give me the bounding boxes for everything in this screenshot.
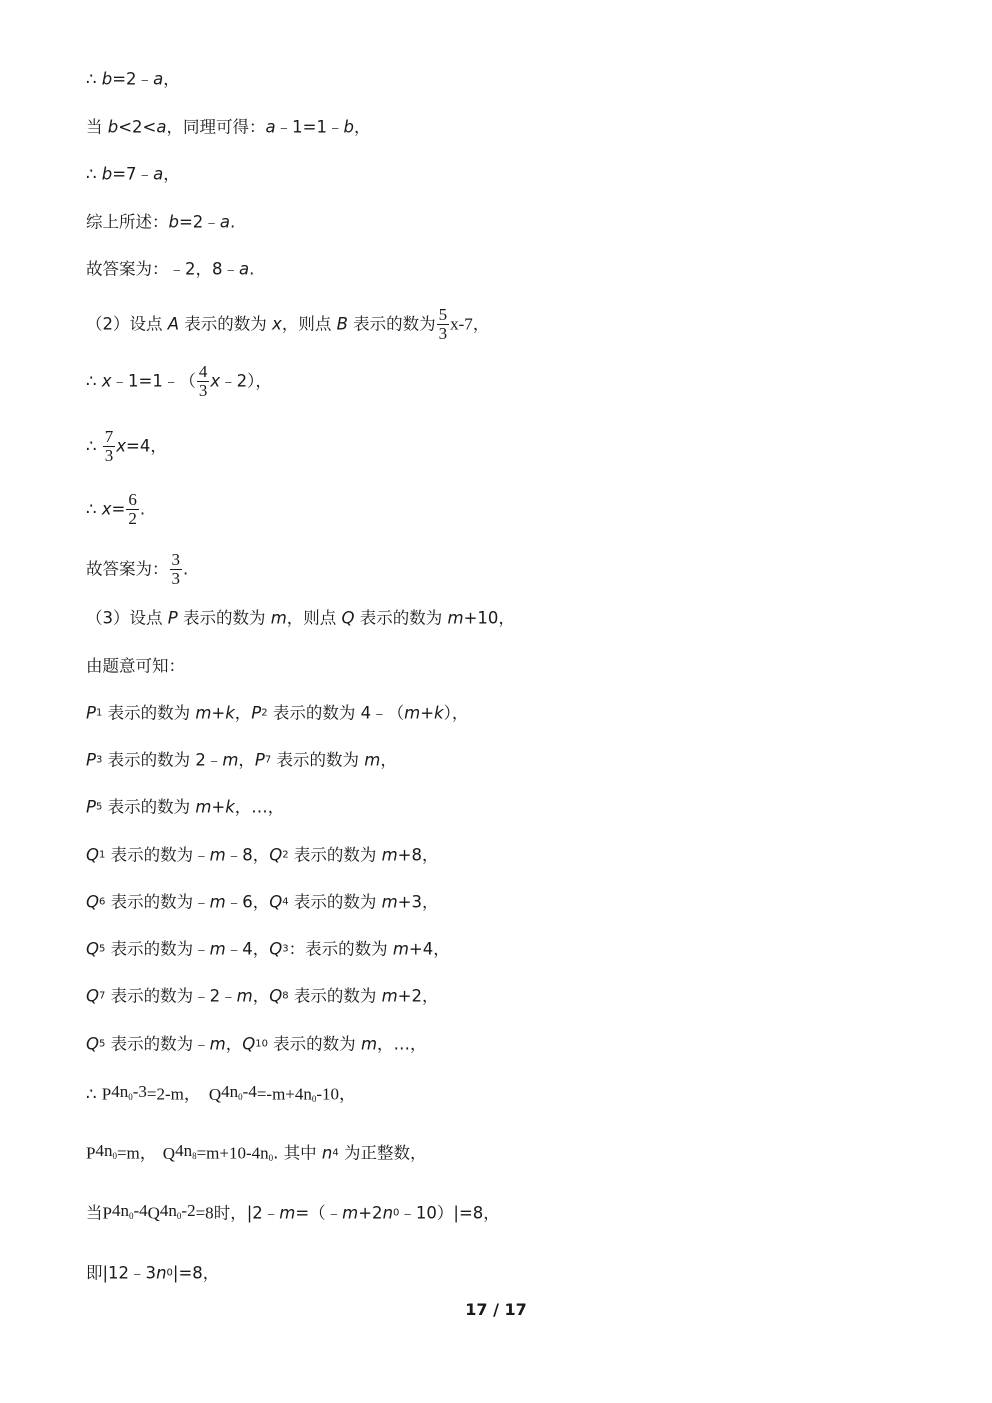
text-line-16 — [86, 844, 438, 867]
text: = — [111, 499, 126, 519]
text: ，…， — [234, 797, 285, 817]
fraction-denominator: 3 — [171, 569, 180, 588]
var: a — [265, 117, 276, 137]
text: 表示的数为 — [354, 608, 448, 628]
text: . — [249, 259, 255, 279]
text: ， — [238, 750, 255, 770]
var: a — [153, 164, 164, 184]
text-line-10 — [86, 551, 188, 588]
text: 故答案为： — [86, 559, 169, 579]
var: Q — [269, 986, 283, 1006]
var: m — [381, 845, 398, 865]
subscript: 4 — [282, 896, 289, 908]
var: m — [209, 939, 226, 959]
text: =2﹣ — [178, 212, 220, 232]
text: 表示的数为 2﹣ — [102, 750, 223, 770]
var: A — [167, 314, 180, 334]
subscript — [111, 1082, 147, 1101]
text: . — [183, 559, 189, 579]
var: m — [381, 986, 398, 1006]
var: m — [209, 845, 226, 865]
var: a — [239, 259, 250, 279]
var: k — [225, 797, 235, 817]
text: + — [211, 703, 226, 723]
text: 表示的数为 — [271, 750, 365, 770]
var: m — [270, 608, 287, 628]
text: ﹣4， — [225, 939, 270, 959]
var: P — [86, 750, 96, 770]
text: 由题意可知： — [86, 656, 185, 676]
text: 表示的数为 — [288, 986, 382, 1006]
text: ，则点 — [281, 314, 337, 334]
text: 表示的数为﹣ — [105, 845, 210, 865]
text: ， — [163, 69, 180, 89]
text: （3）设点 — [86, 608, 168, 628]
text: 表示的数为 — [347, 314, 436, 334]
subscript-part: -4 — [133, 1201, 148, 1220]
text-line-2 — [86, 116, 370, 139]
subscript: 0 — [268, 1153, 274, 1163]
subscript-part: 0 — [176, 1211, 182, 1221]
text: ， — [163, 164, 180, 184]
subscript: 7 — [264, 754, 272, 766]
subscript-part: 4n — [175, 1141, 193, 1160]
var: Q — [269, 845, 283, 865]
var: b — [343, 117, 354, 137]
var: P — [251, 703, 262, 723]
text: +8， — [397, 845, 439, 865]
text: 故答案为：﹣2，8﹣ — [86, 259, 239, 279]
fraction-numerator: 4 — [198, 362, 208, 381]
text: （2）设点 — [86, 314, 168, 334]
subscript-part: 0 — [128, 1092, 133, 1102]
text-line-5 — [86, 258, 254, 281]
text: 表示的数为 — [288, 892, 382, 912]
subscript-part: 4n — [111, 1201, 129, 1220]
text: ）， — [443, 703, 469, 723]
text-line-4 — [86, 211, 235, 234]
var: m — [209, 1034, 226, 1054]
text: 表示的数为 — [102, 703, 196, 723]
subscript — [95, 1141, 117, 1160]
var: m — [279, 1203, 296, 1223]
subscript: 10 — [255, 1038, 268, 1050]
subscript-part: 4n — [221, 1082, 239, 1101]
text-line-19 — [86, 985, 438, 1008]
var: x — [116, 436, 127, 456]
text: ， — [252, 986, 270, 1006]
var: m — [195, 797, 212, 817]
text: 表示的数为﹣ — [105, 892, 210, 912]
subscript: 0 — [166, 1267, 173, 1279]
text-line-12 — [86, 655, 185, 678]
text: ﹣1=1﹣（ — [111, 371, 196, 391]
text: 表示的数为 4﹣（ — [267, 703, 405, 723]
var: P — [167, 608, 178, 628]
text: ，则点 — [286, 608, 342, 628]
subscript: 7 — [99, 990, 106, 1002]
subscript — [160, 1201, 196, 1220]
subscript: 4 — [332, 1147, 339, 1159]
text: |=8， — [172, 1263, 220, 1283]
text: Q — [208, 1084, 222, 1104]
text: 表示的数为 — [288, 845, 382, 865]
text-line-3 — [86, 163, 180, 186]
var: x — [210, 371, 221, 391]
subscript: 0 — [311, 1094, 317, 1104]
text: =-m+4n — [256, 1084, 312, 1104]
var: m — [195, 703, 212, 723]
fraction-numerator: 3 — [171, 550, 180, 569]
var: b — [101, 164, 113, 184]
text: 综上所述： — [86, 212, 169, 232]
fraction-denominator: 2 — [128, 509, 137, 528]
text: +2， — [397, 986, 439, 1006]
text: ， — [225, 1034, 243, 1054]
var: m — [342, 1203, 359, 1223]
text: =2﹣ — [112, 69, 154, 89]
therefore-symbol: ∴ — [86, 499, 102, 519]
var: P — [86, 703, 96, 723]
var: m — [364, 750, 381, 770]
var: Q — [86, 939, 99, 959]
fraction-numerator: 6 — [128, 490, 137, 509]
var: x — [101, 499, 112, 519]
text: x-7 — [450, 314, 473, 334]
fraction — [170, 551, 183, 588]
text-line-1 — [86, 68, 180, 91]
subscript: 3 — [282, 943, 289, 955]
text: 为正整数， — [338, 1143, 427, 1163]
therefore-symbol: ∴ — [86, 1084, 102, 1104]
text: . — [229, 212, 236, 232]
therefore-symbol: ∴ — [86, 69, 102, 89]
var: Q — [86, 1034, 99, 1054]
var: a — [153, 69, 164, 89]
subscript-part: 0 — [128, 1211, 134, 1221]
text: ，同理可得： — [166, 117, 266, 137]
text: Q — [162, 1143, 176, 1163]
text-line-17 — [86, 891, 438, 914]
therefore-symbol: ∴ — [86, 371, 102, 391]
fraction — [103, 428, 116, 465]
text-line-22 — [86, 1142, 426, 1165]
text-line-7 — [86, 363, 272, 400]
text-line-13 — [86, 702, 468, 725]
subscript-part: 8 — [192, 1151, 197, 1161]
text: ﹣8， — [225, 845, 270, 865]
subscript-part: 0 — [238, 1092, 243, 1102]
text: +4， — [408, 939, 450, 959]
var: m — [236, 986, 253, 1006]
var: m — [447, 608, 464, 628]
var: x — [272, 314, 282, 334]
var: m — [209, 892, 226, 912]
var: P — [86, 797, 96, 817]
subscript-part: 0 — [112, 1151, 117, 1161]
var: b — [168, 212, 179, 232]
var: Q — [86, 892, 99, 912]
text-line-15 — [86, 796, 284, 819]
page-number: 17 / 17 — [465, 1300, 527, 1319]
text: ， — [472, 314, 490, 334]
subscript-part: 4n — [111, 1082, 129, 1101]
text: 表示的数为 — [179, 314, 273, 334]
text: =（﹣ — [295, 1203, 343, 1223]
text: =m， — [116, 1143, 157, 1163]
var: b — [107, 117, 119, 137]
text: 表示的数为 — [267, 1034, 361, 1054]
text: ， — [353, 117, 371, 137]
text: 表示的数为﹣2﹣ — [105, 986, 237, 1006]
text-line-20 — [86, 1033, 427, 1056]
subscript: 8 — [282, 990, 289, 1002]
subscript: 1 — [95, 707, 103, 719]
subscript-part: -2 — [181, 1201, 196, 1220]
text: +10， — [463, 608, 515, 628]
var: Q — [269, 939, 283, 959]
text: <2< — [118, 117, 157, 137]
text: ， — [234, 703, 252, 723]
var: P — [254, 750, 265, 770]
text: ，…， — [377, 1034, 427, 1054]
fraction — [197, 363, 210, 400]
text: 表示的数为 — [102, 797, 196, 817]
subscript: 2 — [261, 707, 268, 719]
text: 时，|2﹣ — [213, 1203, 280, 1223]
text: =4， — [126, 436, 167, 456]
subscript-part: -3 — [132, 1082, 147, 1101]
subscript: 0 — [393, 1207, 400, 1219]
text: 表示的数为 — [177, 608, 271, 628]
var: k — [434, 703, 444, 723]
subscript-part: 4n — [159, 1201, 177, 1220]
subscript — [221, 1082, 257, 1101]
var: n — [156, 1263, 167, 1283]
text-line-9 — [86, 491, 145, 528]
var: m — [392, 939, 409, 959]
text-line-8 — [86, 428, 167, 465]
text: +3， — [397, 892, 439, 912]
subscript-part: -4 — [242, 1082, 257, 1101]
text: 当 — [86, 117, 108, 137]
text-line-24 — [86, 1262, 219, 1285]
text: =2-m， — [146, 1084, 201, 1104]
text: 表示的数为﹣ — [105, 1034, 210, 1054]
text: + — [211, 797, 226, 817]
text: 即|12﹣3 — [86, 1263, 157, 1283]
fraction-denominator: 3 — [104, 446, 114, 465]
text: ﹣6， — [225, 892, 270, 912]
subscript-part: 4n — [95, 1141, 113, 1160]
fraction-numerator: 7 — [104, 427, 114, 446]
text: =8 — [195, 1203, 214, 1223]
text: ：表示的数为 — [288, 939, 393, 959]
var: n — [382, 1203, 394, 1223]
text: ﹣10）|=8， — [399, 1203, 500, 1223]
text: Q — [147, 1203, 160, 1223]
text: ﹣2）， — [220, 371, 272, 391]
text-line-23 — [86, 1202, 500, 1225]
var: a — [156, 117, 167, 137]
text-line-6 — [86, 306, 489, 343]
fraction-denominator: 3 — [198, 381, 208, 400]
var: m — [360, 1034, 378, 1054]
text: . 其中 — [273, 1143, 322, 1163]
var: Q — [86, 845, 99, 865]
var: n — [321, 1143, 333, 1163]
text: P — [102, 1203, 112, 1223]
subscript: 5 — [99, 1038, 106, 1050]
subscript: 2 — [282, 849, 289, 861]
text: P — [86, 1143, 96, 1163]
text: 表示的数为﹣ — [105, 939, 210, 959]
subscript: 5 — [95, 801, 103, 813]
subscript: 1 — [99, 849, 106, 861]
var: m — [381, 892, 398, 912]
therefore-symbol: ∴ — [86, 436, 102, 456]
text: ， — [380, 750, 397, 770]
text: -10， — [316, 1084, 357, 1104]
text-line-11 — [86, 607, 515, 630]
fraction — [126, 491, 139, 528]
therefore-symbol: ∴ — [86, 164, 102, 184]
subscript — [175, 1141, 197, 1160]
text: P — [101, 1084, 112, 1104]
var: m — [222, 750, 239, 770]
text-line-14 — [86, 749, 397, 772]
var: Q — [242, 1034, 256, 1054]
var: m — [404, 703, 421, 723]
var: Q — [341, 608, 355, 628]
text: =m+10-4n — [196, 1143, 269, 1163]
text: . — [139, 499, 146, 519]
subscript: 6 — [99, 896, 106, 908]
subscript: 5 — [99, 943, 106, 955]
text: 当 — [86, 1203, 103, 1223]
var: a — [219, 212, 230, 232]
var: Q — [269, 892, 283, 912]
fraction-denominator: 3 — [438, 324, 448, 343]
subscript: 3 — [95, 754, 103, 766]
text: +2 — [358, 1203, 383, 1223]
var: x — [101, 371, 112, 391]
text: =7﹣ — [112, 164, 154, 184]
text-line-18 — [86, 938, 450, 961]
var: B — [336, 314, 348, 334]
fraction-numerator: 5 — [438, 305, 448, 324]
text: ﹣1=1﹣ — [275, 117, 344, 137]
var: Q — [86, 986, 99, 1006]
var: b — [101, 69, 113, 89]
text: + — [420, 703, 435, 723]
subscript — [112, 1201, 148, 1220]
fraction — [437, 306, 450, 343]
var: k — [225, 703, 235, 723]
text-line-21 — [86, 1083, 356, 1106]
